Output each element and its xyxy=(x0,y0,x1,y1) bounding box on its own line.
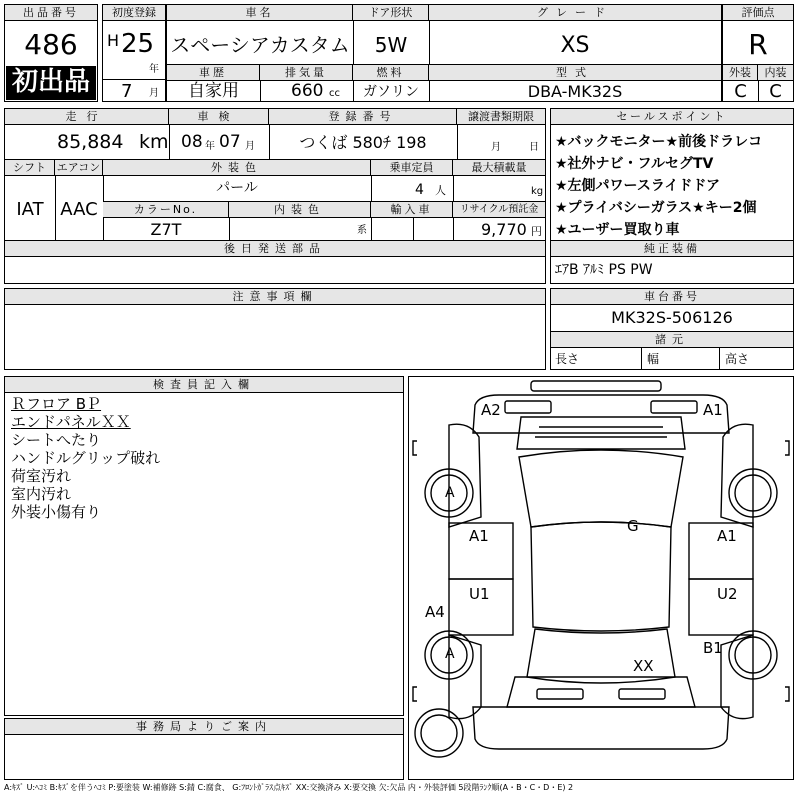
inspector-box xyxy=(4,376,404,716)
inspector-line: シートへたり xyxy=(11,431,102,449)
spec-height: 高さ xyxy=(725,352,750,366)
equipment-label: 純正装備 xyxy=(551,241,793,257)
shift-label: シフト xyxy=(5,160,55,176)
disp-unit: cc xyxy=(329,88,340,99)
recycle-label: リサイクル預託金 xyxy=(453,202,545,218)
inspector-line: 外装小傷有り xyxy=(11,503,102,521)
lot-label: 出品番号 xyxy=(5,5,97,21)
sales-point: ★プライバシーガラス★キー2個 xyxy=(555,200,757,216)
name-grade-box xyxy=(166,4,722,102)
spec-length: 長さ xyxy=(555,352,580,366)
notes-box xyxy=(4,288,546,370)
reg-date-label: 初度登録 xyxy=(103,5,165,21)
spec-width: 幅 xyxy=(647,352,660,366)
recycle: 9,770 xyxy=(481,220,527,239)
ext-grade-label: 外装 xyxy=(723,65,758,81)
score: R xyxy=(748,28,768,61)
legend: A:ｷｽﾞ U:ﾍｺﾐ B:ｷｽﾞを伴うﾍｺﾐ P:要塗装 W:補修跡 S:錆 C:腐食、 G:ﾌﾛﾝﾄｶﾞﾗｽ点ｷｽﾞ XX:交換済み X:要交換 欠:欠品 内・外装評価 5段階ﾗﾝｸ順(A・B・C・D・E) 2 xyxy=(4,783,574,792)
score-box xyxy=(722,4,794,102)
reg-date-box xyxy=(102,4,166,102)
history-label: 車歴 xyxy=(167,65,260,81)
color-no: Z7T xyxy=(150,220,182,239)
displacement: 660 xyxy=(291,81,324,101)
inspector-line: Ｒフロア BＰ xyxy=(11,395,102,413)
transfer-label: 譲渡書類期限 xyxy=(457,109,545,125)
reg-month: 7 xyxy=(121,81,133,102)
damage-mark-a1-right-front-door: A1 xyxy=(717,527,737,545)
insp-month: 07 xyxy=(219,132,241,152)
inspector-line: ハンドルグリップ破れ xyxy=(11,449,161,467)
equipment-value: ｴｱB ｱﾙﾐ PS PW xyxy=(555,262,653,278)
ext-color: パール xyxy=(216,180,258,196)
notes-label: 注意事項欄 xyxy=(5,289,545,305)
int-color-unit: 系 xyxy=(357,225,367,236)
mileage-label: 走行 xyxy=(5,109,169,125)
reg-month-unit: 月 xyxy=(149,88,159,99)
shift: IAT xyxy=(16,199,44,220)
reg-year: 25 xyxy=(121,29,155,59)
maxload-unit: kg xyxy=(531,186,544,197)
car-outline-drawing xyxy=(409,377,793,779)
damage-mark-a1-left-front-door: A1 xyxy=(469,527,489,545)
regno: つくば 580ﾁ 198 xyxy=(299,133,427,152)
damage-mark-a-front-left-wheel: A xyxy=(445,485,455,501)
model-label: 型式 xyxy=(429,65,721,81)
sales-point: ★バックモニター★前後ドラレコ xyxy=(555,134,763,150)
inspector-line: 室内汚れ xyxy=(11,485,72,503)
damage-mark-u2-right-rear-door: U2 xyxy=(717,585,738,603)
transfer-day: 日 xyxy=(529,142,539,153)
maxload-label: 最大積載量 xyxy=(453,160,545,176)
later-parts-label: 後日発送部品 xyxy=(5,241,545,257)
era: H xyxy=(107,31,120,50)
car-diagram xyxy=(408,376,794,780)
office-box xyxy=(4,718,404,780)
transfer-month: 月 xyxy=(491,142,501,153)
car-name: スペーシアカスタム xyxy=(170,33,350,57)
inspector-label: 検査員記入欄 xyxy=(5,377,403,393)
inspection-label: 車検 xyxy=(169,109,269,125)
first-listing-text: 初出品 xyxy=(11,67,90,97)
damage-mark-u1-left-rear-door: U1 xyxy=(469,585,490,603)
history: 自家用 xyxy=(188,81,239,101)
inspector-line: エンドパネルＸＸ xyxy=(11,413,131,431)
sales-points-box xyxy=(550,108,794,242)
damage-mark-a4-left-side: A4 xyxy=(425,603,445,621)
door-type: 5W xyxy=(374,33,408,57)
grade: XS xyxy=(560,33,590,58)
capacity-unit: 人 xyxy=(435,184,446,197)
vehicle-info-box xyxy=(4,108,546,242)
chassis-label: 車台番号 xyxy=(551,289,793,305)
door-label: ドア形状 xyxy=(353,5,429,21)
disp-label: 排気量 xyxy=(260,65,353,81)
int-grade: C xyxy=(769,81,782,102)
insp-month-unit: 月 xyxy=(245,141,255,152)
score-label: 評価点 xyxy=(723,5,793,21)
lot-number: 486 xyxy=(24,28,78,61)
insp-year-unit: 年 xyxy=(205,141,215,152)
sales-point: ★左側パワースライドドア xyxy=(555,178,721,194)
grade-label: グレード xyxy=(429,5,721,21)
color-no-label: カラーNo. xyxy=(103,202,229,218)
recycle-unit: 円 xyxy=(531,225,542,238)
mileage-unit: km xyxy=(139,131,169,153)
later-parts-box xyxy=(4,240,546,284)
damage-mark-a1-front-right: A1 xyxy=(703,401,723,419)
equipment-box xyxy=(550,240,794,284)
chassis-box xyxy=(550,288,794,370)
chassis-number: MK32S-506126 xyxy=(611,308,733,327)
damage-mark-xx-rear: XX xyxy=(633,657,654,675)
name-label: 車名 xyxy=(167,5,353,21)
ac: AAC xyxy=(60,199,98,220)
reg-year-unit: 年 xyxy=(149,64,159,75)
inspector-line: 荷室汚れ xyxy=(11,467,72,485)
office-label: 事務局よりご案内 xyxy=(5,719,403,735)
ext-grade: C xyxy=(734,81,747,102)
ac-label: エアコン xyxy=(55,160,103,176)
sales-points-label: セールスポイント xyxy=(551,109,793,125)
ext-color-label: 外装色 xyxy=(103,160,371,176)
fuel-label: 燃料 xyxy=(353,65,429,81)
damage-mark-g-windshield: G xyxy=(627,517,639,535)
int-grade-label: 内装 xyxy=(758,65,793,81)
regno-label: 登録番号 xyxy=(269,109,457,125)
int-color-label: 内装色 xyxy=(229,202,371,218)
damage-mark-b1-right-rear: B1 xyxy=(703,639,723,657)
spec-label: 諸元 xyxy=(551,332,793,348)
capacity: 4 xyxy=(415,182,424,198)
insp-year: 08 xyxy=(181,132,203,152)
model: DBA-MK32S xyxy=(527,82,623,101)
fuel: ガソリン xyxy=(363,84,419,100)
damage-mark-a2-front-left: A2 xyxy=(481,401,501,419)
damage-mark-a-rear-left-wheel: A xyxy=(445,646,455,662)
mileage: 85,884 xyxy=(57,131,124,153)
sales-point: ★社外ナビ・フルセグTV xyxy=(555,156,714,172)
sales-point: ★ユーザー買取り車 xyxy=(555,222,680,238)
import-label: 輸入車 xyxy=(371,202,453,218)
capacity-label: 乗車定員 xyxy=(371,160,453,176)
